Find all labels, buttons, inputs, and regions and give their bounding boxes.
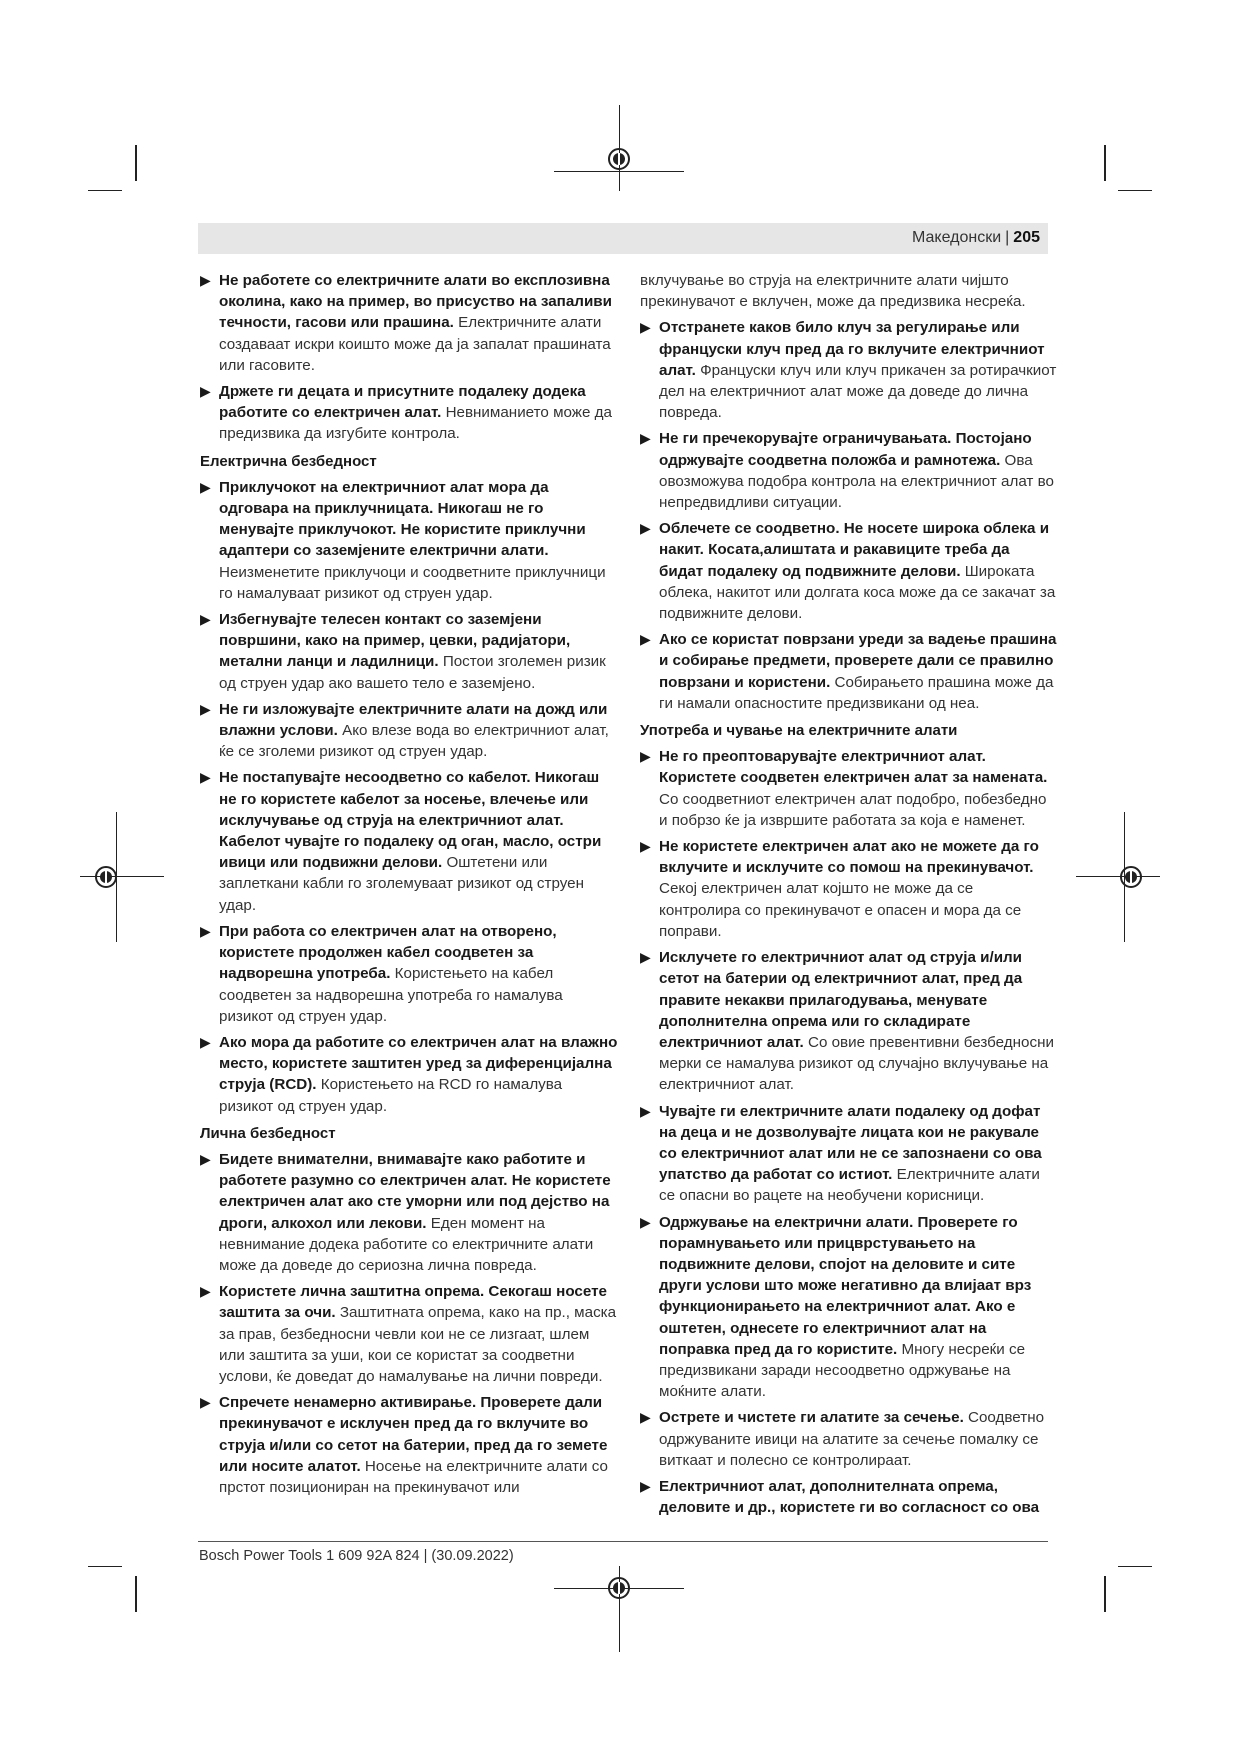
item-text: Користењето на RCD го намалува ризикот од струен удар. — [219, 1076, 563, 1115]
bullet-triangle-icon: ▶ — [200, 1283, 211, 1300]
crop-mark — [1118, 190, 1152, 191]
safety-item — [640, 1101, 1058, 1207]
item-heading: Одржување на електрични алати. Проверете го порамнувањето или прицврстувањето на подвижните делови, спојот на деловите и сите други услови што може негативно да влијаат врз функционирањето на електричниот алат. Ако е оштетен, однесете го електричниот алат на поправка пред да го користите. — [659, 1213, 1032, 1358]
item-heading: Избегнувајте телесен контакт со заземјени површини, како на пример, цевки, радијатори, метални ланци и ладилници. — [219, 611, 571, 671]
registration-target-icon — [1120, 866, 1142, 888]
safety-item — [640, 518, 1058, 624]
safety-item — [200, 1392, 618, 1498]
item-text: Невниманието може да предизвика да изгубите контрола. — [219, 404, 612, 443]
item-text: Широката облека, накитот или долгата коса може да се закачат за подвижните делови. — [659, 562, 1056, 623]
safety-item — [640, 947, 1058, 1095]
item-text: Постои зголемен ризик од струен удар ако вашето тело е заземјено. — [219, 653, 606, 692]
item-heading: Електричниот алат, дополнителната опрема, деловите и др., користете ги во согласност со ова — [659, 1477, 1040, 1517]
bullet-triangle-icon: ▶ — [640, 1409, 651, 1426]
safety-item — [200, 270, 618, 376]
bullet-triangle-icon: ▶ — [640, 520, 651, 537]
item-text: Ова овозможува подобра контрола на електричниот алат во непредвидливи ситуации. — [659, 451, 1054, 512]
bullet-triangle-icon: ▶ — [640, 838, 651, 855]
crop-mark — [1118, 1566, 1152, 1567]
safety-item — [640, 1476, 1058, 1518]
registration-target-icon — [608, 1577, 630, 1599]
bullet-triangle-icon: ▶ — [200, 478, 211, 495]
item-text: Носење на електричните алати со прстот позициониран на прекинувачот или — [219, 1457, 608, 1496]
item-text: Со овие превентивни безбедносни мерки се намалува ризикот од случајно вклучување на електричниот алат. — [659, 1033, 1054, 1094]
section-heading: Лична безбедност — [200, 1124, 336, 1142]
item-text: Со соодветниот електричен алат подобро, побезбедно и побрзо ќе ја извршите работата за која е наменет. — [659, 790, 1047, 829]
item-heading: Спречете ненамерно активирање. Проверете дали прекинувачот е исклучен пред да го вклучите во струја и/или со сетот на батерии, пред да го земете или носите алатот. — [219, 1394, 608, 1475]
item-heading: Не го преоптоварувајте електричниот алат. Користете соодветен електричен алат за намената. — [659, 748, 1048, 787]
footer-rule — [198, 1541, 1048, 1542]
registration-line — [80, 876, 164, 877]
safety-item — [640, 317, 1058, 423]
registration-target-icon — [95, 866, 117, 888]
item-heading: Бидете внимателни, внимавајте како работите и работете разумно со електричен алат. Не користете електричен алат ако сте уморни или под дејство на дроги, алкохол или лекови. — [219, 1150, 611, 1232]
header-language: Македонски — [912, 229, 1002, 246]
item-text: Електричните алати создаваат искри коишто може да ја запалат прашината или гасовите. — [219, 314, 611, 374]
item-text: Француски клуч или клуч прикачен за ротирачкиот дел на електричниот алат може да доведе до лична повреда. — [659, 361, 1057, 422]
registration-target-icon — [608, 148, 630, 170]
item-heading: Отстранете каков било клуч за регулирање или француски клуч пред да го вклучите електричниот алат. — [659, 319, 1045, 379]
continued-text: вклучување во струја на електричните алати чијшто прекинувачот е вклучен, може да предизвика несреќа. — [640, 272, 1026, 311]
item-heading: Облечете се соодветно. Не носете широка облека и накит. Косата,алиштата и ракавиците треба да бидат подалеку од подвижните делови. — [659, 520, 1050, 580]
safety-item — [640, 428, 1058, 513]
safety-item — [200, 767, 618, 915]
bullet-triangle-icon: ▶ — [200, 922, 211, 939]
bullet-triangle-icon: ▶ — [200, 383, 211, 400]
safety-item — [200, 477, 618, 604]
bullet-triangle-icon: ▶ — [640, 1477, 651, 1494]
item-heading: Не постапувајте несоодветно со кабелот. Никогаш не го користете кабелот за носење, влечење или исклучување од струја на електричниот алат. Кабелот чувајте го подалеку од оган, масло, остри ивици или подвижни делови. — [219, 769, 602, 872]
item-heading: Не ги изложувајте електричните алати на дожд или влажни услови. — [219, 700, 608, 740]
bullet-triangle-icon: ▶ — [640, 430, 651, 447]
bullet-triangle-icon: ▶ — [640, 631, 651, 648]
bullet-triangle-icon: ▶ — [640, 1102, 651, 1119]
item-heading: Користете лична заштитна опрема. Секогаш носете заштита за очи. — [219, 1283, 608, 1322]
item-heading: При работа со електричен алат на отворено, користете продолжен кабел соодветен за надворешна употреба. — [219, 922, 557, 983]
item-text: Многу несреќи се предизвикани заради несоодветно одржување на моќните алати. — [659, 1340, 1026, 1401]
bullet-triangle-icon: ▶ — [640, 1213, 651, 1230]
safety-item — [200, 1281, 618, 1387]
safety-item — [640, 1212, 1058, 1403]
crop-mark — [1104, 145, 1106, 181]
bullet-triangle-icon: ▶ — [640, 949, 651, 966]
bullet-triangle-icon: ▶ — [200, 1150, 211, 1167]
item-text: Ако влезе вода во електричниот алат, ќе се зголеми ризикот од струен удар. — [219, 722, 609, 761]
item-heading: Не ги пречекорувајте ограничувањата. Постојано одржувајте соодветна положба и рамнотежа. — [659, 430, 1032, 469]
item-text: Електричните алати се опасни во рацете на необучени корисници. — [659, 1166, 1040, 1205]
bullet-triangle-icon: ▶ — [640, 748, 651, 765]
item-text: Соодветно одржуваните ивици на алатите за сечење помалку се виткаат и полесно се контролираат. — [659, 1409, 1045, 1469]
item-text: Секој електричен алат којшто не може да се контролира со прекинувачот е опасен и мора да се поправи. — [659, 880, 1022, 940]
item-heading: Ако мора да работите со електричен алат на влажно место, користете заштитен уред за диференцијална струја (RCD). — [219, 1033, 618, 1094]
safety-item — [200, 921, 618, 1027]
safety-item — [640, 1407, 1058, 1471]
item-heading: Исклучете го електричниот алат од струја и/или сетот на батерии од електричниот алат, пред да правите некакви прилагодувања, менувате дополнителна опрема или го складирате електричниот алат. — [659, 949, 1023, 1051]
header-text — [912, 229, 1040, 247]
item-text: Еден момент на невнимание додека работите со електричните алати може да доведе до сериозна лична повреда. — [219, 1214, 594, 1274]
registration-line — [1076, 876, 1160, 877]
page-footer: Bosch Power Tools 1 609 92A 824 | (30.09.2022) — [199, 1548, 514, 1564]
item-text: Користењето на кабел соодветен за надворешна употреба го намалува ризикот од струен удар. — [219, 965, 563, 1025]
crop-mark — [135, 1576, 137, 1612]
bullet-triangle-icon: ▶ — [200, 611, 211, 628]
safety-item — [200, 381, 618, 445]
item-text: Собирањето прашина може да ги намали опасностите предизвикани од неа. — [659, 673, 1054, 712]
section-heading: Употреба и чување на електричните алати — [640, 722, 958, 740]
item-text: Неизменетите приклучоци и соодветните приклучници го намалуваат ризикот од струен удар. — [219, 563, 606, 602]
header-separator: | — [1005, 229, 1010, 246]
item-heading: Не работете со електричните алати во експлозивна околина, како на пример, во присуство на запаливи течности, гасови или прашина. — [219, 272, 612, 332]
safety-item — [640, 629, 1058, 714]
section-heading: Електрична безбедност — [200, 452, 377, 470]
item-heading: Ако се користат поврзани уреди за вадење прашина и собирање предмети, проверете дали се правилно поврзани и користени. — [659, 631, 1057, 691]
bullet-triangle-icon: ▶ — [200, 700, 211, 717]
bullet-triangle-icon: ▶ — [200, 1394, 211, 1411]
crop-mark — [88, 1566, 122, 1567]
safety-item — [200, 609, 618, 694]
item-heading: Приклучокот на електричниот алат мора да одговара на приклучницата. Никогаш не го менувајте приклучокот. Не користите приклучни адаптери со заземјените електрични алати. — [219, 478, 586, 560]
bullet-triangle-icon: ▶ — [200, 272, 211, 288]
crop-mark — [88, 190, 122, 191]
left-column — [200, 270, 618, 1503]
item-text: Заштитната опрема, како на пр., маска за прав, безбедносни чевли кои не се лизгаат, шлем или заштита за уши, кои се користат за соодветни услови, ќе доведат до намалување на лични повреди. — [219, 1304, 617, 1385]
safety-item — [200, 1149, 618, 1276]
item-heading: Острете и чистете ги алатите за сечење. — [659, 1409, 964, 1427]
crop-mark — [135, 145, 137, 181]
safety-item — [200, 1032, 618, 1117]
safety-item — [200, 699, 618, 763]
bullet-triangle-icon: ▶ — [200, 1033, 211, 1050]
safety-item — [640, 746, 1058, 831]
bullet-triangle-icon: ▶ — [640, 319, 651, 336]
safety-item — [640, 836, 1058, 942]
item-heading: Не користете електричен алат ако не можете да го вклучите и исклучите со помош на прекинувачот. — [659, 838, 1039, 877]
page-number: 205 — [1013, 229, 1040, 246]
registration-line — [554, 171, 684, 172]
page-header — [198, 223, 1048, 254]
bullet-triangle-icon: ▶ — [200, 769, 211, 786]
right-column — [640, 270, 1058, 1523]
item-heading: Држете ги децата и присутните подалеку додека работите со електричен алат. — [219, 383, 586, 422]
item-heading: Чувајте ги електричните алати подалеку од дофат на деца и не дозволувајте лицата кои не ракувале со електричниот алат или не се запознаени со ова упатство да работат со истиот. — [659, 1102, 1042, 1184]
item-text: Оштетени или заплеткани кабли го зголемуваат ризикот од струен удар. — [219, 854, 584, 914]
crop-mark — [1104, 1576, 1106, 1612]
